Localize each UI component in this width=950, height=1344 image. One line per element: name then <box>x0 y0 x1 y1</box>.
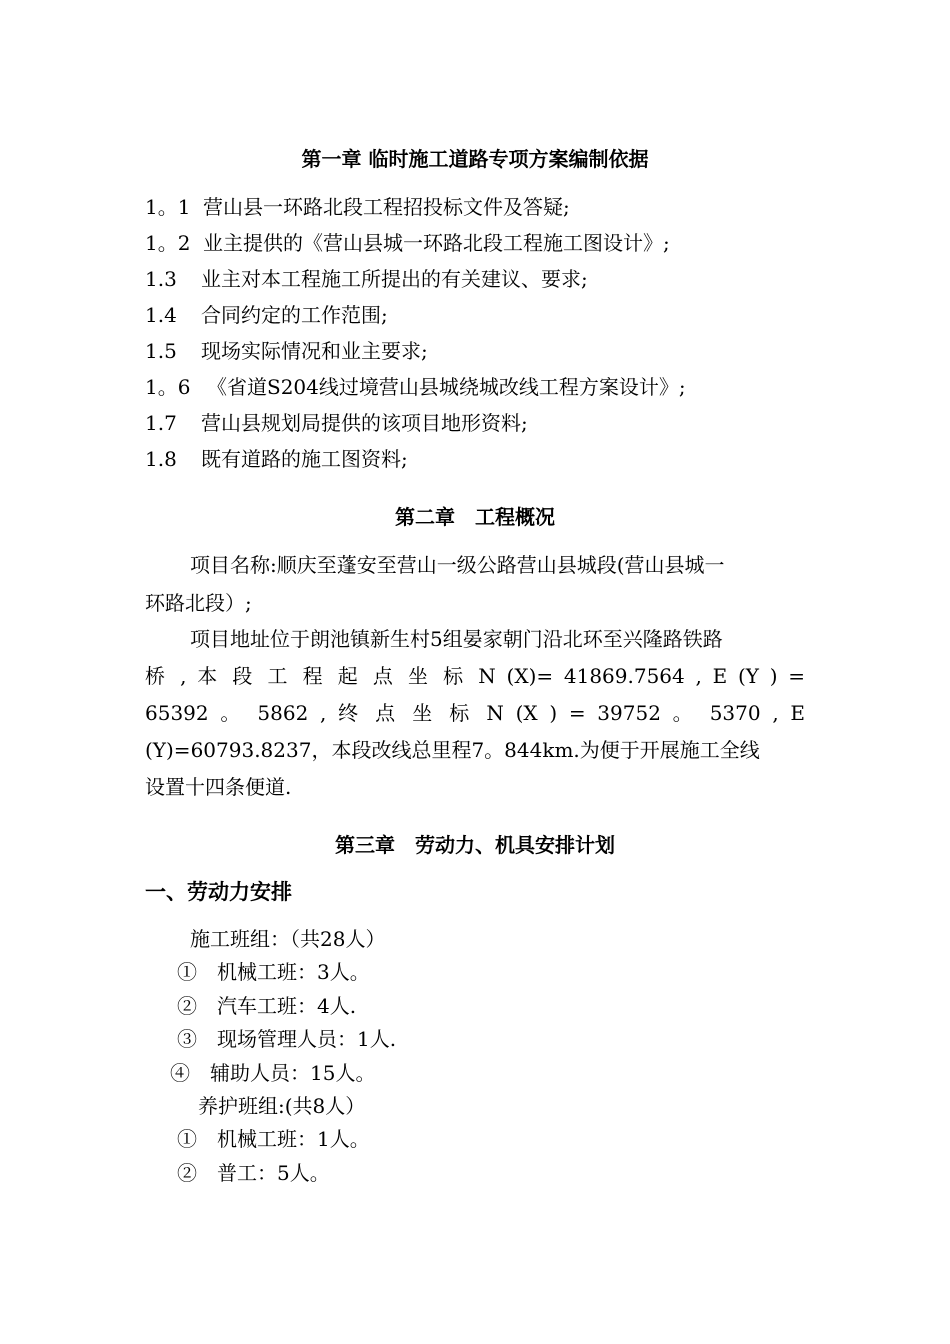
project-address-line2: 桥 , 本 段 工 程 起 点 坐 标 N (X)= 41869.7564 , E (Y ) = <box>145 664 805 688</box>
construction-group-item-2: ② 汽车工班：4人. <box>177 994 357 1018</box>
maintenance-group-item-2: ② 普工：5人。 <box>177 1161 330 1185</box>
basis-item-1 <box>145 193 570 221</box>
basis-item-7 <box>145 409 528 437</box>
maintenance-group-item-1: ① 机械工班：1人。 <box>177 1127 370 1151</box>
basis-item-5 <box>145 337 428 365</box>
basis-item-number: 1。6 <box>145 375 191 399</box>
construction-group-item-1: ① 机械工班：3人。 <box>177 960 370 984</box>
basis-item-text: 既有道路的施工图资料; <box>201 447 408 471</box>
basis-item-text: 《省道S204线过境营山县城绕城改线工程方案设计》; <box>207 375 686 399</box>
basis-item-number: 1。2 <box>145 231 191 255</box>
labor-section-title: 一、劳动力安排 <box>145 880 292 904</box>
basis-item-text: 现场实际情况和业主要求; <box>201 339 428 363</box>
basis-item-8 <box>145 445 408 473</box>
basis-item-text: 营山县规划局提供的该项目地形资料; <box>201 411 528 435</box>
basis-item-2 <box>145 229 670 257</box>
basis-item-number: 1.7 <box>145 411 177 435</box>
project-name-line2: 环路北段）; <box>145 591 252 615</box>
basis-item-4 <box>145 301 388 329</box>
project-address-line5: 设置十四条便道. <box>145 775 292 799</box>
project-address-line3: 65392 。 5862 , 终 点 坐 标 N (X ) = 39752 。 5370 , E <box>145 701 805 725</box>
construction-group-item-4: ④ 辅助人员：15人。 <box>170 1061 376 1085</box>
basis-item-text: 合同约定的工作范围; <box>201 303 388 327</box>
basis-item-3 <box>145 265 588 293</box>
chapter1-title: 第一章 临时施工道路专项方案编制依据 <box>301 147 649 171</box>
project-name-line1: 项目名称:顺庆至蓬安至营山一级公路营山县城段(营山县城一 <box>190 553 725 577</box>
basis-item-number: 1.8 <box>145 447 177 471</box>
project-address-line4: (Y)=60793.8237，本段改线总里程7。844km.为便于开展施工全线 <box>145 738 760 762</box>
project-address-line1: 项目地址位于朗池镇新生村5组晏家朝门沿北环至兴隆路铁路 <box>190 627 723 651</box>
maintenance-group-title: 养护班组:(共8人） <box>198 1094 366 1118</box>
basis-item-number: 1.3 <box>145 267 177 291</box>
basis-item-text: 业主对本工程施工所提出的有关建议、要求; <box>201 267 588 291</box>
construction-group-title: 施工班组：（共28人） <box>190 927 386 951</box>
basis-item-6 <box>145 373 686 401</box>
chapter2-title: 第二章 工程概况 <box>395 505 555 529</box>
construction-group-item-3: ③ 现场管理人员：1人. <box>177 1027 397 1051</box>
basis-item-number: 1。1 <box>145 195 191 219</box>
basis-item-number: 1.4 <box>145 303 177 327</box>
chapter3-title: 第三章 劳动力、机具安排计划 <box>335 833 615 857</box>
basis-item-text: 营山县一环路北段工程招投标文件及答疑; <box>203 195 570 219</box>
basis-item-number: 1.5 <box>145 339 177 363</box>
basis-item-text: 业主提供的《营山县城一环路北段工程施工图设计》; <box>203 231 670 255</box>
